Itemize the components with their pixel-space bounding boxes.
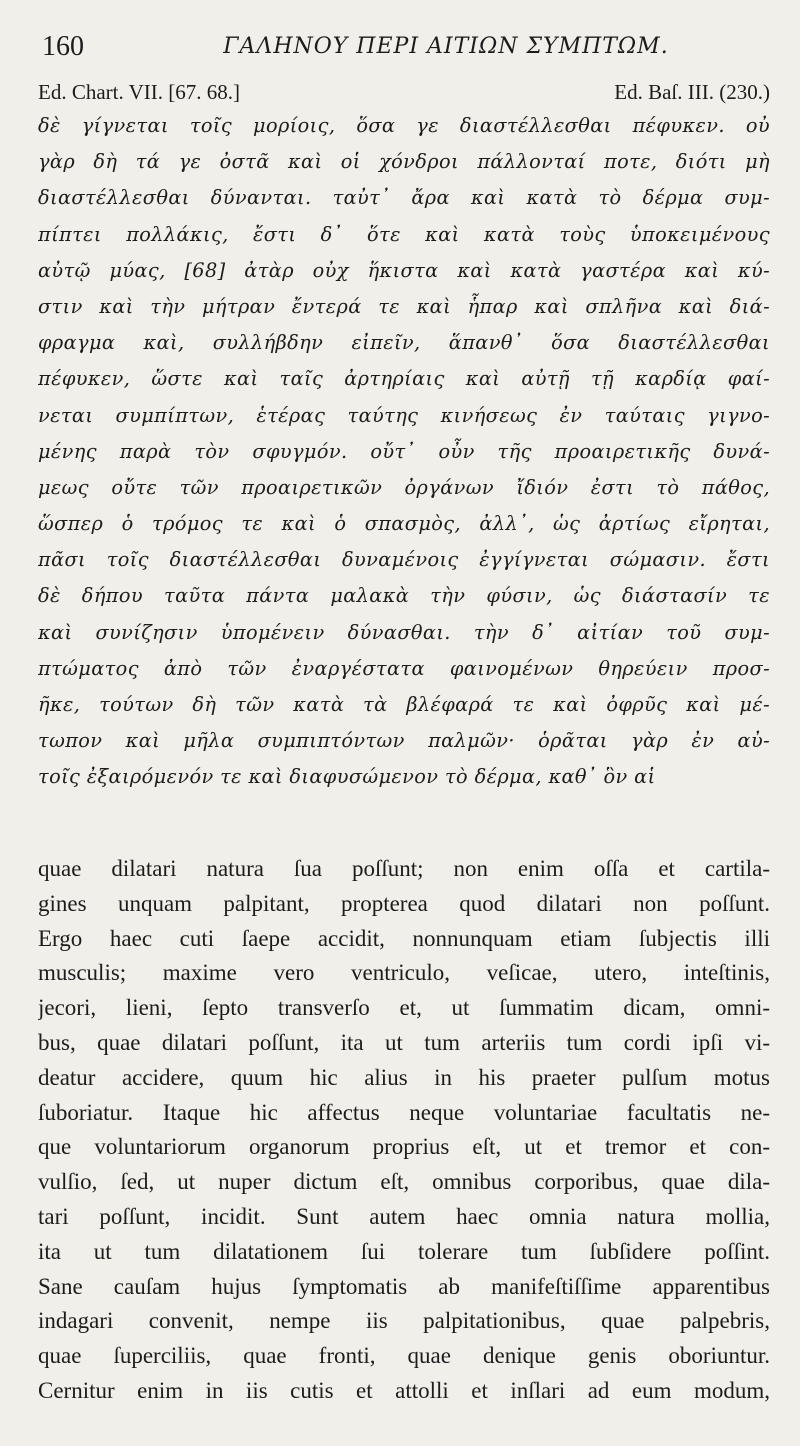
latin-text-line: jecori, lieni, ſepto transverſo et, ut ſummatim dicam, omni- bbox=[38, 995, 770, 1021]
greek-text-block bbox=[38, 108, 770, 796]
latin-text-line: que voluntariorum organorum proprius eſt, ut et tremor et con- bbox=[38, 1134, 770, 1160]
latin-text-line: quae ſuperciliis, quae fronti, quae denique genis oboriuntur. bbox=[38, 1343, 770, 1369]
latin-text-block bbox=[38, 852, 770, 1409]
greek-text-line: ὥσπερ ὁ τρόμος τε καὶ ὁ σπασμὸς, ἀλλ᾽, ὡς ἀρτίως εἴρηται, bbox=[38, 512, 770, 536]
latin-text-line: gines unquam palpitant, propterea quod dilatari non poſſunt. bbox=[38, 890, 770, 916]
latin-text-line: Cernitur enim in iis cutis et attolli et inſlari ad eum modum, bbox=[38, 1377, 770, 1403]
greek-text-line: ῆκε, τούτων δὴ τῶν κατὰ τὰ βλέφαρά τε καὶ ὀφρῦς καὶ μέ- bbox=[38, 693, 770, 716]
greek-text-line: πίπτει πολλάκις, ἔστι δ᾽ ὅτε καὶ κατὰ τοὺς ὑποκειμένους bbox=[38, 222, 770, 246]
greek-text-line: καὶ συνίζησιν ὑπομένειν δύνασθαι. τὴν δ᾽ αἰτίαν τοῦ συμ- bbox=[38, 620, 770, 644]
greek-text-line: μένης παρὰ τὸν σφυγμόν. οὔτ᾽ οὖν τῆς προαιρετικῆς δυνά- bbox=[38, 439, 770, 463]
latin-text-line: Sane cauſam hujus ſymptomatis ab manifeſtiſſime apparentibus bbox=[38, 1273, 770, 1299]
running-title: ΓΑΛΗΝΟΥ ΠΕΡΙ ΑΙΤΙΩΝ ΣΥΜΠΤΩΜ. bbox=[223, 34, 669, 59]
latin-text-line: quae dilatari natura ſua poſſunt; non enim oſſa et cartila- bbox=[38, 856, 770, 881]
running-head bbox=[36, 30, 776, 64]
latin-text-line: tari poſſunt, incidit. Sunt autem haec omnia natura mollia, bbox=[38, 1203, 770, 1229]
latin-text-line: deatur accidere, quum hic alius in his praeter pulſum motus bbox=[38, 1064, 770, 1090]
greek-text-line: νεται συμπίπτων, ἑτέρας ταύτης κινήσεως ἐν ταύταις γιγνο- bbox=[38, 403, 770, 427]
latin-text-line: musculis; maxime vero ventriculo, veſicae, utero, inteſtinis, bbox=[38, 960, 770, 986]
greek-text-line: αὐτῷ μύας, [68] ἀτὰρ οὐχ ἥκιστα καὶ κατὰ γαστέρα καὶ κύ- bbox=[38, 258, 770, 282]
greek-text-line: γὰρ δὴ τά γε ὀστᾶ καὶ οἱ χόνδροι πάλλονταί ποτε, διότι μὴ bbox=[38, 150, 770, 174]
greek-text-line: τωπον καὶ μῆλα συμπιπτόντων παλμῶν· ὁρᾶται γὰρ ἐν αὐ- bbox=[38, 729, 770, 753]
greek-text-line: πᾶσι τοῖς διαστέλλεσθαι δυναμένοις ἐγγίγνεται σώμασιν. ἔστι bbox=[38, 548, 770, 572]
greek-text-line: διαστέλλεσθαι δύνανται. ταὐτ᾽ ἄρα καὶ κατὰ τὸ δέρμα συμ- bbox=[38, 186, 770, 210]
greek-text-line: τοῖς ἐξαιρόμενόν τε καὶ διαφυσώμενον τὸ δέρμα, καθ᾽ ὃν αἱ bbox=[38, 765, 656, 789]
greek-text-line: φραγμα καὶ, συλλήβδην εἰπεῖν, ἅπανθ᾽ ὅσα διαστέλλεσθαι bbox=[38, 331, 770, 355]
latin-text-line: Ergo haec cuti ſaepe accidit, nonnunquam etiam ſubjectis illi bbox=[38, 925, 770, 951]
greek-text-line: στιν καὶ τὴν μήτραν ἔντερά τε καὶ ἧπαρ καὶ σπλῆνα καὶ διά- bbox=[38, 294, 770, 318]
latin-text-line: indagari convenit, nempe iis palpitationibus, quae palpebris, bbox=[38, 1308, 770, 1334]
latin-text-line: vulſio, ſed, ut nuper dictum eſt, omnibus corporibus, quae dila- bbox=[38, 1169, 770, 1195]
edition-reference-right: Ed. Baſ. III. (230.) bbox=[614, 80, 770, 104]
latin-text-line: ſuboriatur. Itaque hic affectus neque voluntariae facultatis ne- bbox=[38, 1099, 770, 1125]
edition-references bbox=[38, 78, 770, 106]
edition-reference-left: Ed. Chart. VII. [67. 68.] bbox=[38, 80, 240, 104]
latin-text-line: ita ut tum dilatationem ſui tolerare tum ſubſidere poſſint. bbox=[38, 1238, 770, 1264]
greek-text-line: πέφυκεν, ὥστε καὶ ταῖς ἀρτηρίαις καὶ αὐτῇ τῇ καρδίᾳ φαί- bbox=[38, 367, 770, 391]
page-number: 160 bbox=[42, 31, 84, 62]
greek-text-line: δὲ γίγνεται τοῖς μορίοις, ὅσα γε διαστέλλεσθαι πέφυκεν. οὐ bbox=[38, 114, 770, 137]
greek-text-line: μεως οὔτε τῶν προαιρετικῶν ὀργάνων ἴδιόν ἐστι τὸ πάθος, bbox=[38, 475, 770, 499]
latin-text-line: bus, quae dilatari poſſunt, ita ut tum arteriis tum cordi ipſi vi- bbox=[38, 1029, 770, 1055]
greek-text-line: δὲ δήπου ταῦτα πάντα μαλακὰ τὴν φύσιν, ὡς διάστασίν τε bbox=[38, 584, 770, 608]
greek-text-line: πτώματος ἀπὸ τῶν ἐναργέστατα φαινομένων θηρεύειν προσ- bbox=[38, 656, 770, 680]
